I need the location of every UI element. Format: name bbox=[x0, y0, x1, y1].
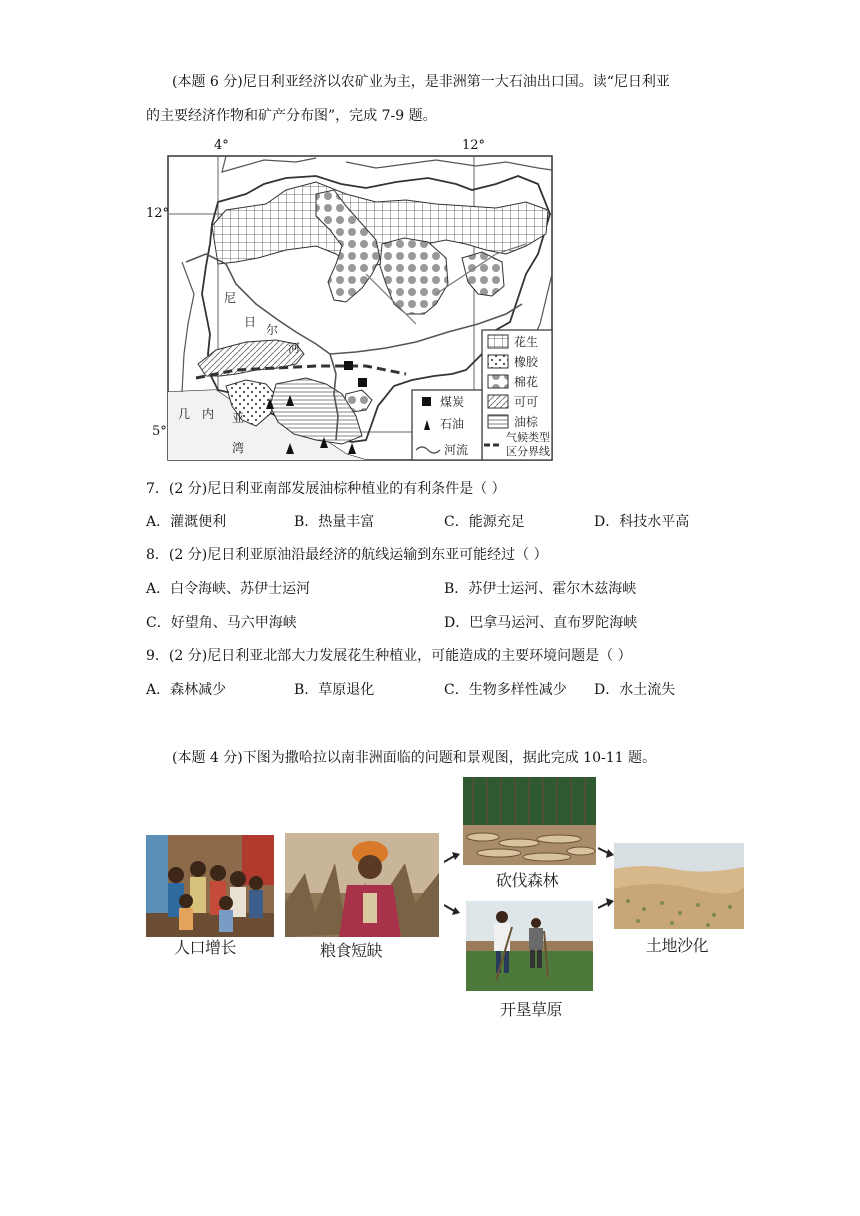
gulf-label-char: 亚 bbox=[232, 411, 245, 425]
arrow-to-grassland bbox=[444, 903, 462, 915]
coal-marker bbox=[344, 361, 353, 370]
question-8-option-d[interactable]: D．巴拿马运河、直布罗陀海峡 bbox=[444, 615, 638, 631]
question-8-option-b[interactable]: B．苏伊士运河、霍尔木兹海峡 bbox=[444, 581, 637, 597]
question-8-option-c[interactable]: C．好望角、马六甲海峡 bbox=[146, 615, 297, 631]
gulf-label-char: 几 bbox=[178, 407, 191, 421]
question-9-stem: 9．(2 分)尼日利亚北部大力发展花生种植业，可能造成的主要环境问题是（ ） bbox=[146, 648, 632, 664]
population-caption: 人口增长 bbox=[174, 938, 237, 957]
question-9-option-d[interactable]: D．水土流失 bbox=[594, 682, 676, 698]
food-shortage-photo bbox=[285, 833, 439, 937]
legend-rubber-label: 橡胶 bbox=[514, 355, 539, 369]
question-9-option-a[interactable]: A．森林减少 bbox=[146, 682, 227, 698]
question-8-option-a[interactable]: A．白令海峡、苏伊士运河 bbox=[146, 581, 311, 597]
question-9-option-c[interactable]: C．生物多样性减少 bbox=[444, 682, 567, 698]
legend-oil-label: 石油 bbox=[440, 417, 465, 431]
grassland-reclaim-photo bbox=[466, 901, 593, 991]
nigeria-map bbox=[166, 154, 554, 462]
legend-coal-label: 煤炭 bbox=[440, 395, 465, 409]
gulf-label-char: 湾 bbox=[232, 441, 245, 455]
legend-peanut-label: 花生 bbox=[514, 335, 539, 349]
lat-label-12: 12° bbox=[146, 206, 170, 221]
legend-cocoa-label: 可可 bbox=[514, 395, 539, 409]
deforestation-photo bbox=[463, 777, 596, 865]
gulf-label-char: 内 bbox=[202, 407, 215, 421]
grassland-reclaim-caption: 开垦草原 bbox=[500, 1000, 563, 1019]
section1-intro-line1: (本题 6 分)尼日利亚经济以农矿业为主，是非洲第一大石油出口国。读“尼日利亚 bbox=[172, 74, 670, 90]
river-label-char: 河 bbox=[288, 341, 301, 355]
section2-intro: (本题 4 分)下图为撒哈拉以南非洲面临的问题和景观图，据此完成 10-11 题。 bbox=[172, 750, 656, 766]
deforestation-caption: 砍伐森林 bbox=[496, 871, 559, 890]
arrow-to-deforest bbox=[444, 852, 462, 864]
question-7-option-c[interactable]: C．能源充足 bbox=[444, 514, 525, 530]
legend-climate-label-1: 气候类型 bbox=[506, 431, 550, 444]
coal-marker bbox=[358, 378, 367, 387]
nigeria-map-figure bbox=[166, 154, 554, 462]
question-9-option-b[interactable]: B．草原退化 bbox=[294, 682, 375, 698]
question-7-stem: 7．(2 分)尼日利亚南部发展油棕种植业的有利条件是（ ） bbox=[146, 481, 506, 497]
river-label-char: 尼 bbox=[224, 291, 237, 305]
lon-label-12: 12° bbox=[462, 138, 486, 153]
legend-oilpalm-label: 油棕 bbox=[514, 415, 539, 429]
desertification-caption: 土地沙化 bbox=[646, 936, 709, 955]
lon-label-4: 4° bbox=[214, 138, 229, 153]
river-label-char: 尔 bbox=[266, 323, 279, 337]
legend-climate-label-2: 区分界线 bbox=[506, 445, 550, 458]
legend-cotton-label: 棉花 bbox=[514, 375, 539, 389]
river-label-char: 日 bbox=[244, 315, 257, 329]
food-shortage-caption: 粮食短缺 bbox=[320, 941, 383, 960]
question-8-stem: 8．(2 分)尼日利亚原油沿最经济的航线运输到东亚可能经过（ ） bbox=[146, 547, 548, 563]
question-7-option-b[interactable]: B．热量丰富 bbox=[294, 514, 375, 530]
population-photo bbox=[146, 835, 274, 937]
lat-label-5: 5° bbox=[152, 424, 167, 439]
desertification-photo bbox=[614, 843, 744, 929]
legend-river-label: 河流 bbox=[444, 443, 469, 457]
question-7-option-d[interactable]: D．科技水平高 bbox=[594, 514, 690, 530]
section1-intro-line2: 的主要经济作物和矿产分布图”，完成 7-9 题。 bbox=[146, 108, 437, 124]
question-7-option-a[interactable]: A．灌溉便利 bbox=[146, 514, 227, 530]
